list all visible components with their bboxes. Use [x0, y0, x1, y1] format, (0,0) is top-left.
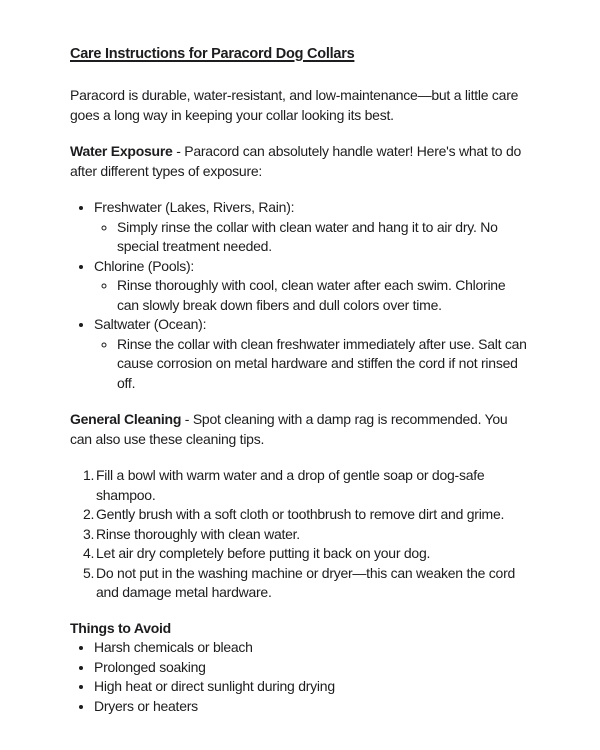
water-exposure-list — [70, 198, 530, 393]
things-to-avoid-heading: Things to Avoid — [70, 619, 171, 636]
list-item-label: Saltwater (Ocean): — [94, 316, 207, 332]
freshwater-sublist — [94, 218, 530, 257]
list-item-label: Chlorine (Pools): — [94, 257, 195, 274]
avoid-item: • High heat or direct sunlight during drying — [94, 677, 530, 697]
water-exposure-heading: Water Exposure — [70, 143, 173, 159]
step-item: Let air dry completely before putting it back on your dog. — [96, 545, 431, 561]
list-item-saltwater — [94, 315, 530, 393]
saltwater-sublist — [94, 335, 530, 394]
intro-paragraph: Paracord is durable, water-resistant, and low-maintenance—but a little care goes a long way in keeping your collar looking its best. — [70, 87, 519, 123]
step-item: Gently brush with a soft cloth or toothbrush to remove dirt and grime. — [96, 506, 505, 522]
water-exposure-paragraph — [70, 142, 530, 181]
general-cleaning-heading: General Cleaning — [70, 411, 182, 427]
page-title: Care Instructions for Paracord Dog Collars — [70, 46, 355, 62]
list-item-label: Freshwater (Lakes, Rivers, Rain): — [94, 199, 295, 215]
things-to-avoid-list — [70, 638, 530, 716]
general-cleaning-paragraph — [70, 410, 530, 449]
list-item-chlorine — [94, 257, 530, 316]
list-item-freshwater — [94, 198, 530, 257]
step-item: Rinse thoroughly with clean water. — [96, 525, 300, 542]
step-item: Fill a bowl with warm water and a drop of gentle soap or dog-safe shampoo. — [96, 467, 485, 503]
chlorine-sublist — [94, 276, 530, 315]
avoid-item: • Prolonged soaking — [94, 658, 530, 678]
step-item: Do not put in the washing machine or dryer—this can weaken the cord and damage metal hardware. — [96, 564, 516, 600]
general-cleaning-text: - Spot cleaning with a damp rag is recommended. You can also use these cleaning tips. — [70, 411, 508, 447]
water-exposure-text: - Paracord can absolutely handle water! Here's what to do after different types of exposure: — [70, 143, 522, 179]
avoid-item: • Dryers or heaters — [94, 697, 530, 717]
list-subitem: ◦ Simply rinse the collar with clean water and hang it to air dry. No special treatment needed. — [117, 218, 530, 257]
list-subitem: ◦ Rinse the collar with clean freshwater immediately after use. Salt can cause corrosion on metal hardware and stiffen the cord if not rinsed off. — [117, 335, 530, 394]
list-subitem: ◦ Rinse thoroughly with cool, clean water after each swim. Chlorine can slowly break down fibers and dull colors over time. — [117, 276, 530, 315]
avoid-item: • Harsh chemicals or bleach — [94, 638, 530, 658]
cleaning-steps-list — [70, 466, 530, 603]
